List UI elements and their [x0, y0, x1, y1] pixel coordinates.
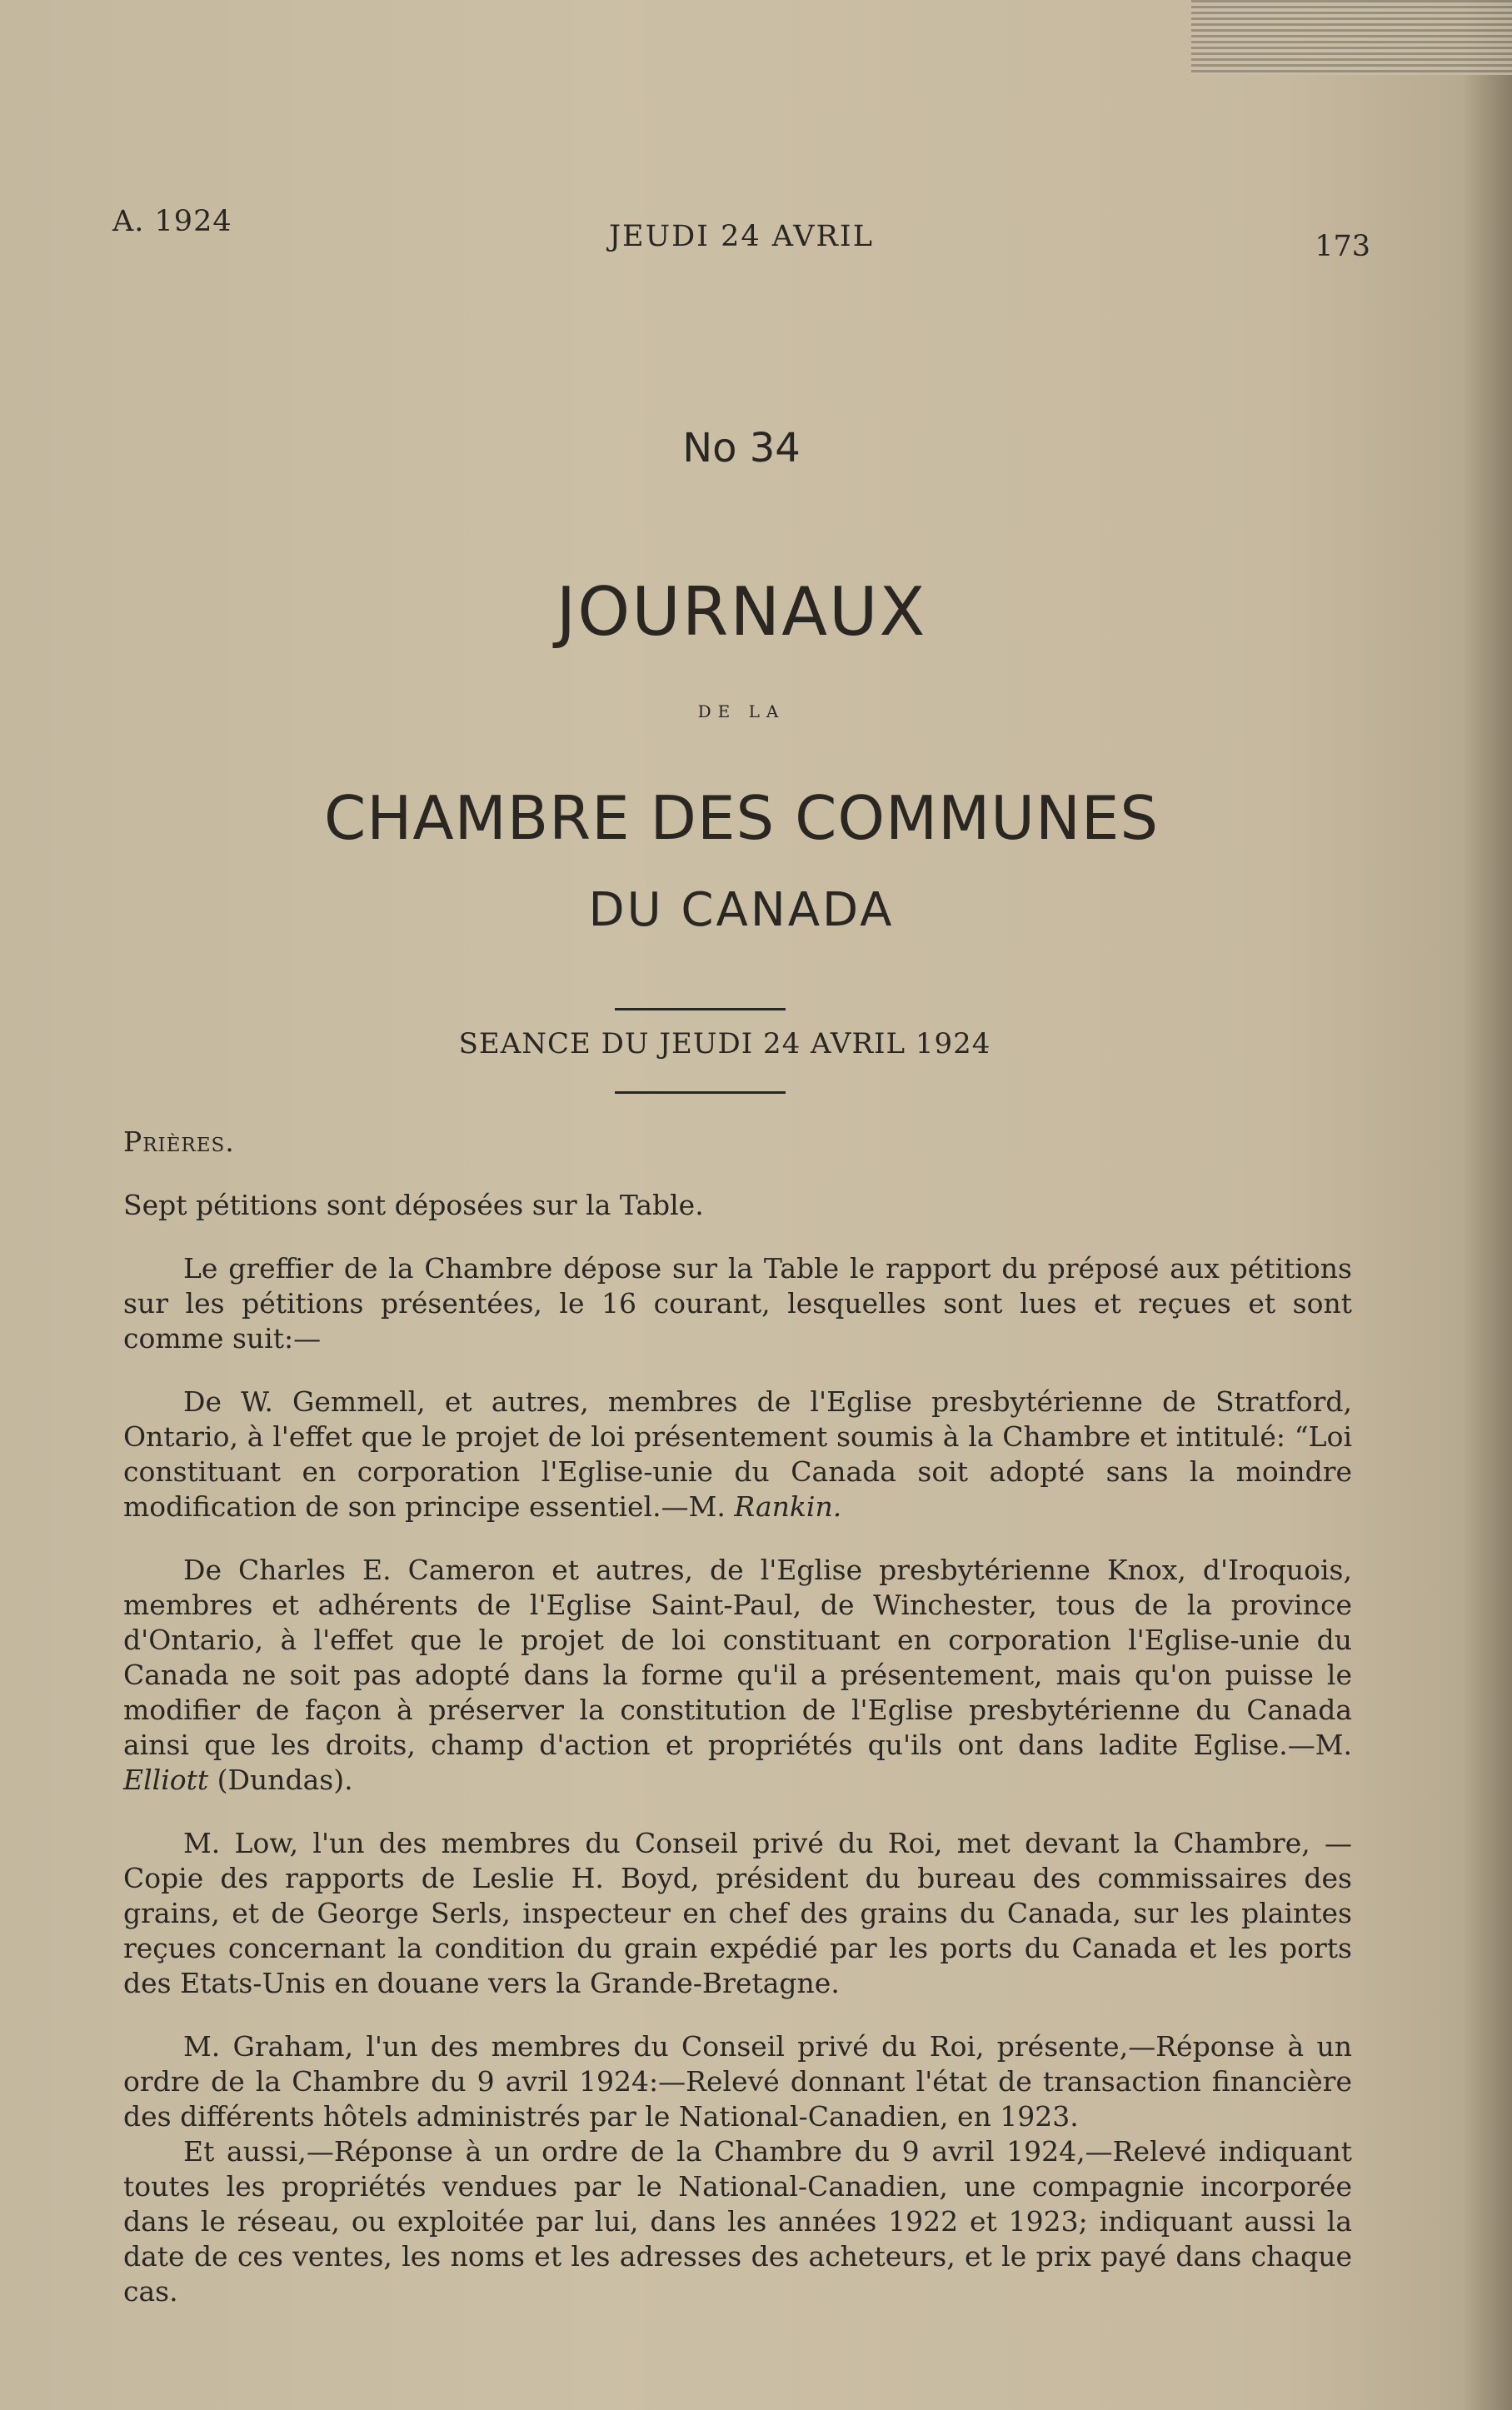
running-head: [0, 205, 1512, 263]
member-elliott: Elliott: [123, 1764, 209, 1796]
header-date: JEUDI 24 AVRIL: [609, 220, 874, 253]
stacked-pages-edge: [1191, 0, 1512, 75]
journal-body: [123, 1125, 1352, 2338]
country-name: DU CANADA: [588, 883, 895, 937]
page-number: 173: [1315, 230, 1370, 263]
low-tabling-paragraph: M. Low, l'un des membres du Conseil privé du Roi, met devant la Chambre, —Copie des rapports de Leslie H. Boyd, président du bureau des commissaires des grains, et de George Serls, inspecteur en chef des grains du Canada, sur les plaintes reçues concernant la condition du grain expédié par les ports du Canada et les ports des Etats-Unis en douane vers la Grande-Bretagne.: [123, 1827, 1352, 1999]
riding-dundas: (Dundas).: [208, 1764, 353, 1796]
divider-rule-bottom: [615, 1091, 786, 1094]
graham-second-return-paragraph: Et aussi,—Réponse à un ordre de la Chambre du 9 avril 1924,—Relevé indiquant toutes les propriétés vendues par le National-Canadien, une compagnie incorporée dans le réseau, ou exploitée par lui, dans les années 1922 et 1923; indiquant aussi la date de ces ventes, les noms et les adresses des acheteurs, et le prix payé dans chaque cas.: [123, 2135, 1352, 2308]
prayers-line: Prières.: [123, 1125, 235, 1158]
petitions-tabled: Sept pétitions sont déposées sur la Table.: [123, 1189, 704, 1221]
divider-rule-top: [615, 1008, 786, 1010]
member-rankin: Rankin.: [734, 1490, 842, 1523]
publication-title: JOURNAUX: [556, 573, 927, 651]
sitting-heading: SEANCE DU JEUDI 24 AVRIL 1924: [458, 1027, 991, 1060]
house-name: CHAMBRE DES COMMUNES: [323, 783, 1160, 853]
petition-gemmell: [123, 1385, 1352, 1524]
issue-number: No 34: [682, 425, 801, 472]
petition-cameron-text: De Charles E. Cameron et autres, de l'Eglise presbytérienne Knox, d'Iroquois, membres et adhérents de l'Eglise Saint-Paul, de Winchester, tous de la province d'Ontario, à l'effet que le projet de loi constituant en corporation l'Eglise-unie du Canada ne soit pas adopté dans la forme qu'il a présentement, mais qu'on puisse le modifier de façon à préserver la constitution de l'Eglise presbytérienne du Canada ainsi que les droits, champ d'action et propriétés qu'ils ont dans ladite Eglise.—M.: [123, 1554, 1352, 1761]
title-connector: DE LA: [697, 701, 786, 721]
petition-cameron: [123, 1553, 1352, 1798]
petition-gemmell-text: De W. Gemmell, et autres, membres de l'Eglise presbytérienne de Stratford, Ontario, à l'effet que le projet de loi présentement soumis à la Chambre et intitulé: “Loi constituant en corporation l'Eglise-unie du Canada soit adopté sans la moindre modification de son principe essentiel.—M.: [123, 1385, 1352, 1523]
page-edge-shadow: [1462, 0, 1512, 2410]
graham-return-paragraph: M. Graham, l'un des membres du Conseil privé du Roi, présente,—Réponse à un ordre de la Chambre du 9 avril 1924:—Relevé donnant l'état de transaction financière des différents hôtels administrés par le National-Canadien, en 1923.: [123, 2030, 1352, 2133]
header-year: A. 1924: [112, 205, 232, 238]
clerk-report-paragraph: Le greffier de la Chambre dépose sur la Table le rapport du préposé aux pétitions sur les pétitions présentées, le 16 courant, lesquelles sont lues et reçues et sont comme suit:—: [123, 1252, 1352, 1355]
